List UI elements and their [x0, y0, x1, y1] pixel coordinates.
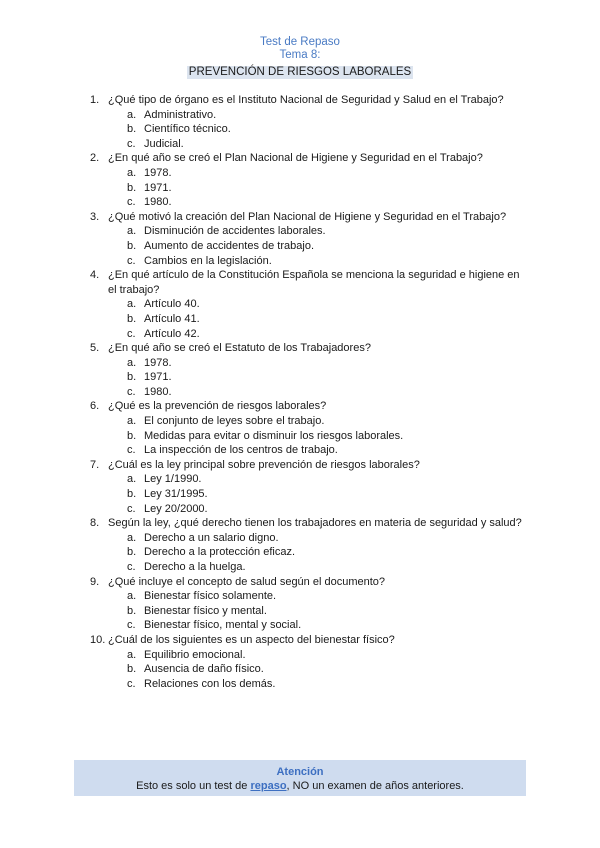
notice-text-after: , NO un examen de años anteriores.	[286, 780, 464, 792]
option-letter: c.	[127, 561, 136, 573]
option-text: Derecho a la protección eficaz.	[144, 546, 296, 559]
notice-body	[74, 779, 526, 793]
option-text: Administrativo.	[144, 108, 217, 121]
option-letter: a.	[127, 473, 137, 486]
question	[90, 341, 530, 356]
question-text: ¿En qué artículo de la Constitución Española se menciona la seguridad e higiene en el trabajo?	[108, 269, 520, 296]
option-text: Bienestar físico, mental y social.	[144, 619, 302, 632]
question-text: ¿Qué tipo de órgano es el Instituto Nacional de Seguridad y Salud en el Trabajo?	[108, 94, 504, 106]
notice-link-repaso[interactable]: repaso	[250, 780, 287, 792]
question-text: Según la ley, ¿qué derecho tienen los trabajadores en materia de seguridad y salud?	[108, 517, 522, 530]
question	[90, 268, 530, 297]
question-number: 9.	[90, 575, 100, 588]
option-text: Relaciones con los demás.	[144, 677, 276, 690]
option-text: Cambios en la legislación.	[144, 254, 272, 267]
option-letter: a.	[127, 648, 137, 661]
question	[90, 93, 530, 108]
option-text: Aumento de accidentes de trabajo.	[144, 239, 315, 252]
answer-option	[90, 297, 530, 312]
answer-option	[90, 677, 530, 692]
answer-option	[90, 137, 530, 152]
question-number: 2.	[90, 152, 100, 165]
question-number: 4.	[90, 269, 100, 282]
question-number: 10.	[90, 633, 106, 646]
option-letter: b.	[127, 123, 137, 136]
question-number: 5.	[90, 342, 100, 355]
option-text: Judicial.	[144, 137, 184, 150]
question	[90, 633, 530, 648]
question	[90, 516, 530, 531]
answer-option	[90, 312, 530, 327]
option-letter: c.	[127, 385, 136, 398]
question	[90, 399, 530, 414]
option-text: Ley 31/1995.	[144, 488, 208, 501]
option-letter: a.	[127, 108, 137, 121]
answer-option	[90, 560, 530, 575]
question-text: ¿Qué motivó la creación del Plan Nacional de Higiene y Seguridad en el Trabajo?	[108, 210, 507, 223]
option-letter: c.	[127, 254, 136, 267]
question-text: ¿Cuál es la ley principal sobre prevención de riesgos laborales?	[108, 458, 420, 471]
question	[90, 575, 530, 590]
header-tema: Tema 8:	[279, 49, 321, 61]
option-letter: c.	[127, 619, 136, 632]
option-text: 1971.	[144, 181, 172, 194]
option-letter: b.	[127, 239, 137, 252]
option-letter: b.	[127, 371, 137, 384]
answer-option	[90, 589, 530, 604]
option-letter: a.	[127, 356, 137, 369]
option-letter: b.	[127, 546, 137, 559]
answer-option	[90, 648, 530, 663]
option-text: 1980.	[144, 385, 172, 398]
answer-option	[90, 604, 530, 619]
option-text: Bienestar físico y mental.	[144, 604, 267, 617]
question	[90, 458, 530, 473]
option-text: Artículo 40.	[144, 298, 200, 311]
question-text: ¿Qué es la prevención de riesgos laborales?	[108, 400, 327, 413]
answer-option	[90, 327, 530, 342]
option-letter: c.	[127, 502, 136, 515]
option-letter: a.	[127, 225, 137, 238]
document-header	[0, 36, 600, 80]
question-number: 8.	[90, 517, 100, 530]
header-title: Test de Repaso	[260, 36, 340, 48]
option-letter: b.	[127, 604, 137, 617]
option-letter: c.	[127, 444, 136, 457]
option-letter: b.	[127, 429, 137, 442]
answer-option	[90, 618, 530, 633]
answer-option	[90, 166, 530, 181]
answer-option	[90, 487, 530, 502]
answer-option	[90, 414, 530, 429]
question-text: ¿En qué año se creó el Plan Nacional de Higiene y Seguridad en el Trabajo?	[108, 152, 483, 165]
notice-text-before: Esto es solo un test de	[136, 780, 251, 792]
answer-option	[90, 224, 530, 239]
notice-title: Atención	[276, 766, 324, 778]
question-number: 1.	[90, 94, 100, 106]
answer-option	[90, 181, 530, 196]
question-text: ¿Cuál de los siguientes es un aspecto del bienestar físico?	[108, 633, 395, 646]
option-text: Equilibrio emocional.	[144, 648, 246, 661]
option-text: Bienestar físico solamente.	[144, 590, 277, 603]
answer-option	[90, 254, 530, 269]
notice-box	[74, 760, 526, 796]
question-number: 3.	[90, 210, 100, 223]
option-text: El conjunto de leyes sobre el trabajo.	[144, 415, 325, 428]
option-text: Artículo 42.	[144, 327, 200, 340]
answer-option	[90, 443, 530, 458]
option-text: Ausencia de daño físico.	[144, 663, 264, 676]
option-text: 1980.	[144, 196, 172, 209]
header-subject: PREVENCIÓN DE RIESGOS LABORALES	[188, 66, 412, 78]
answer-option	[90, 385, 530, 400]
option-letter: c.	[127, 137, 136, 150]
option-letter: c.	[127, 196, 136, 209]
option-letter: b.	[127, 181, 137, 194]
question	[90, 151, 530, 166]
question	[90, 210, 530, 225]
answer-option	[90, 122, 530, 137]
answer-option	[90, 239, 530, 254]
option-text: Ley 20/2000.	[144, 502, 208, 515]
question-list	[90, 93, 530, 691]
answer-option	[90, 531, 530, 546]
question-number: 7.	[90, 458, 100, 471]
answer-option	[90, 429, 530, 444]
option-text: 1978.	[144, 166, 172, 179]
answer-option	[90, 356, 530, 371]
question-number: 6.	[90, 400, 100, 413]
option-text: 1978.	[144, 356, 172, 369]
option-text: Disminución de accidentes laborales.	[144, 225, 326, 238]
option-letter: b.	[127, 312, 137, 325]
option-letter: a.	[127, 415, 137, 428]
option-text: Artículo 41.	[144, 312, 200, 325]
option-letter: b.	[127, 488, 137, 501]
answer-option	[90, 502, 530, 517]
option-letter: a.	[127, 531, 137, 544]
option-text: 1971.	[144, 371, 172, 384]
option-letter: b.	[127, 663, 137, 676]
option-text: Científico técnico.	[144, 123, 231, 136]
answer-option	[90, 370, 530, 385]
option-text: Derecho a la huelga.	[144, 561, 246, 573]
option-letter: a.	[127, 298, 137, 311]
option-text: La inspección de los centros de trabajo.	[144, 444, 338, 457]
option-text: Derecho a un salario digno.	[144, 531, 279, 544]
answer-option	[90, 108, 530, 123]
question-text: ¿Qué incluye el concepto de salud según el documento?	[108, 575, 386, 588]
option-letter: a.	[127, 590, 137, 603]
answer-option	[90, 545, 530, 560]
question-text: ¿En qué año se creó el Estatuto de los Trabajadores?	[108, 342, 371, 355]
option-text: Medidas para evitar o disminuir los riesgos laborales.	[144, 429, 404, 442]
answer-option	[90, 195, 530, 210]
answer-option	[90, 472, 530, 487]
answer-option	[90, 662, 530, 677]
option-letter: a.	[127, 166, 137, 179]
option-text: Ley 1/1990.	[144, 473, 202, 486]
option-letter: c.	[127, 677, 136, 690]
option-letter: c.	[127, 327, 136, 340]
